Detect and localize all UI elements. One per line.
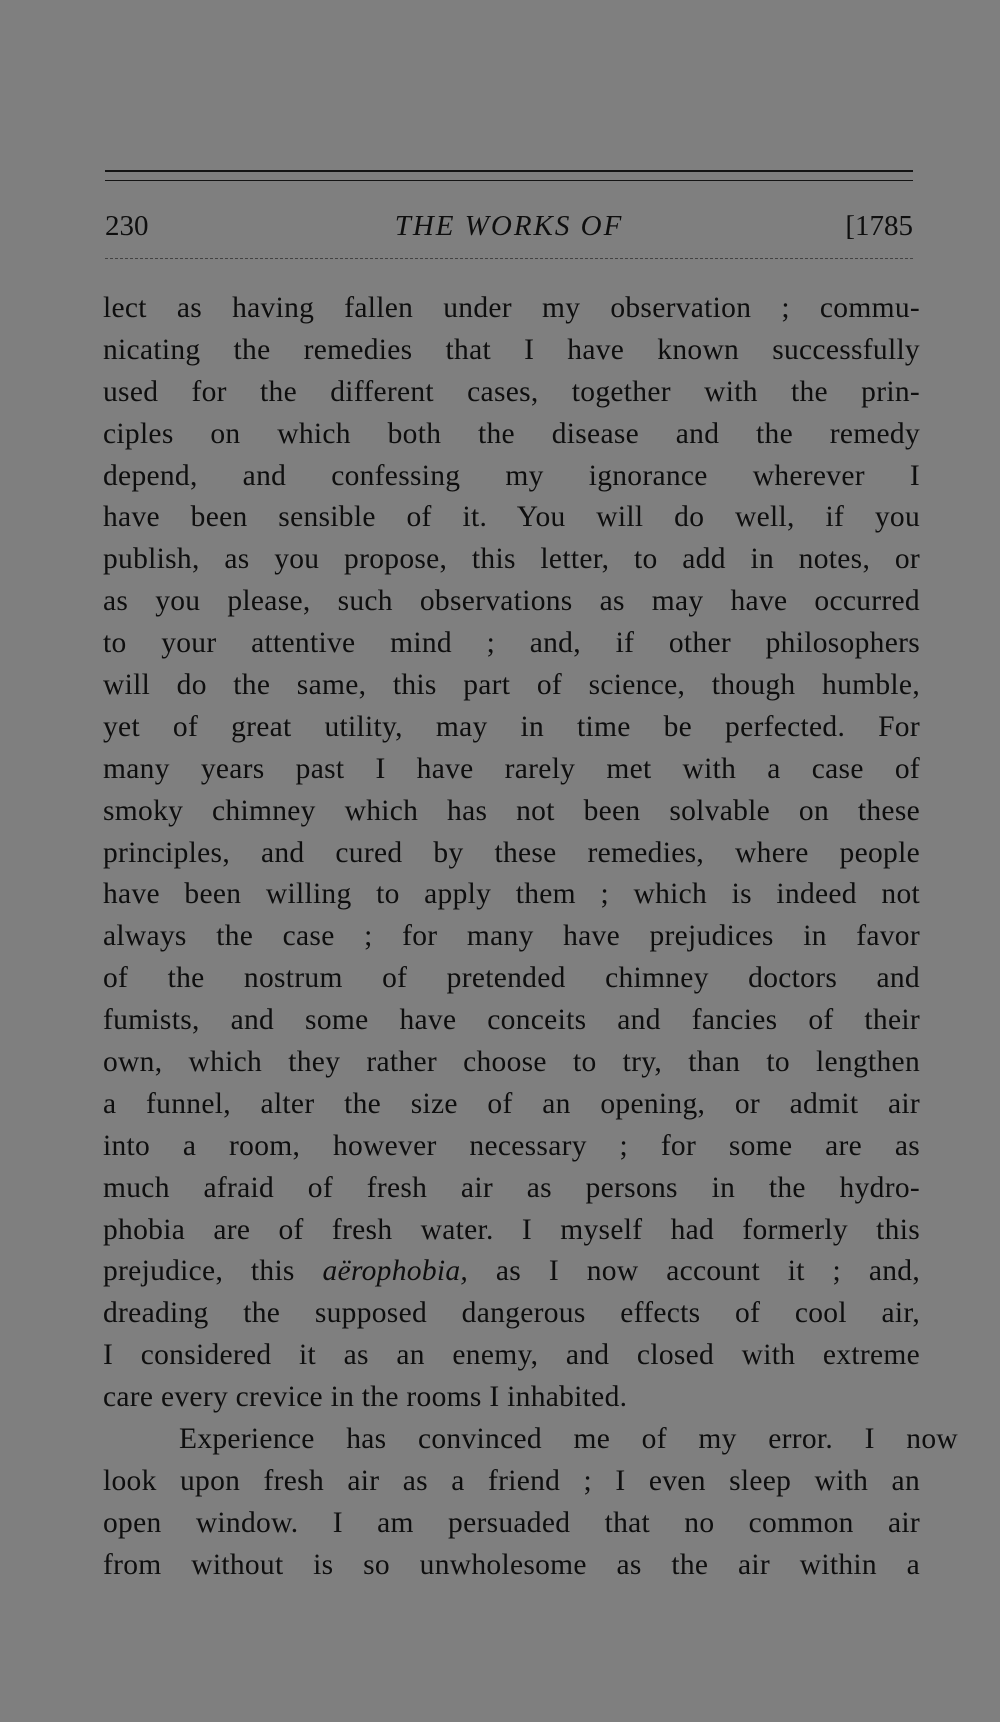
text-line: many years past I have rarely met with a case of — [103, 752, 920, 785]
text-line: of the nostrum of pretended chimney doctors and — [103, 962, 920, 995]
text-line: look upon fresh air as a friend ; I even sleep with an — [103, 1464, 920, 1497]
text-line: will do the same, this part of science, though humble, — [103, 669, 920, 702]
text-line: dreading the supposed dangerous effects of cool air, — [103, 1297, 920, 1330]
italic-term: aërophobia, — [322, 1255, 469, 1288]
text-line: I considered it as an enemy, and closed with extreme — [103, 1339, 920, 1372]
header-rule-top — [105, 170, 913, 172]
text-line: have been willing to apply them ; which is indeed not — [103, 878, 920, 911]
text-line: as you please, such observations as may have occurred — [103, 585, 920, 618]
body-text — [103, 288, 958, 1587]
text-line: from without is so unwholesome as the air within a — [103, 1548, 920, 1581]
text-line: to your attentive mind ; and, if other philosophers — [103, 627, 920, 660]
running-header — [105, 206, 913, 246]
header-rule-bottom — [105, 258, 913, 259]
paragraph-first-line: Experience has convinced me of my error. I now — [179, 1423, 958, 1456]
text-line: fumists, and some have conceits and fancies of their — [103, 1004, 920, 1037]
text-line: a funnel, alter the size of an opening, or admit air — [103, 1087, 920, 1120]
text-line: depend, and confessing my ignorance wherever I — [103, 459, 920, 492]
text-line: nicating the remedies that I have known successfully — [103, 333, 920, 366]
text-line-italic-term: prejudice, this aërophobia, as I now account it ; and, — [103, 1255, 920, 1288]
text-line: own, which they rather choose to try, than to lengthen — [103, 1046, 920, 1079]
text-line: yet of great utility, may in time be perfected. For — [103, 710, 920, 743]
year-marker: [1785 — [845, 210, 913, 242]
page-number: 230 — [105, 210, 149, 242]
text-line: used for the different cases, together with the prin- — [103, 375, 920, 408]
text-line: lect as having fallen under my observation ; commu- — [103, 292, 920, 324]
text-line: open window. I am persuaded that no common air — [103, 1506, 920, 1539]
text-line: care every crevice in the rooms I inhabited. — [103, 1381, 628, 1414]
text-line: always the case ; for many have prejudices in favor — [103, 920, 920, 953]
text-line: much afraid of fresh air as persons in the hydro- — [103, 1171, 920, 1204]
text-line: publish, as you propose, this letter, to add in notes, or — [103, 543, 920, 576]
text-line: have been sensible of it. You will do well, if you — [103, 501, 920, 534]
running-title: THE WORKS OF — [394, 210, 624, 242]
text-line: ciples on which both the disease and the remedy — [103, 417, 920, 450]
header-rule-second — [105, 180, 913, 181]
text-line: principles, and cured by these remedies, where people — [103, 836, 920, 869]
text-line: phobia are of fresh water. I myself had formerly this — [103, 1213, 920, 1246]
text-line: into a room, however necessary ; for some are as — [103, 1129, 920, 1162]
text-line: smoky chimney which has not been solvable on these — [103, 794, 920, 827]
